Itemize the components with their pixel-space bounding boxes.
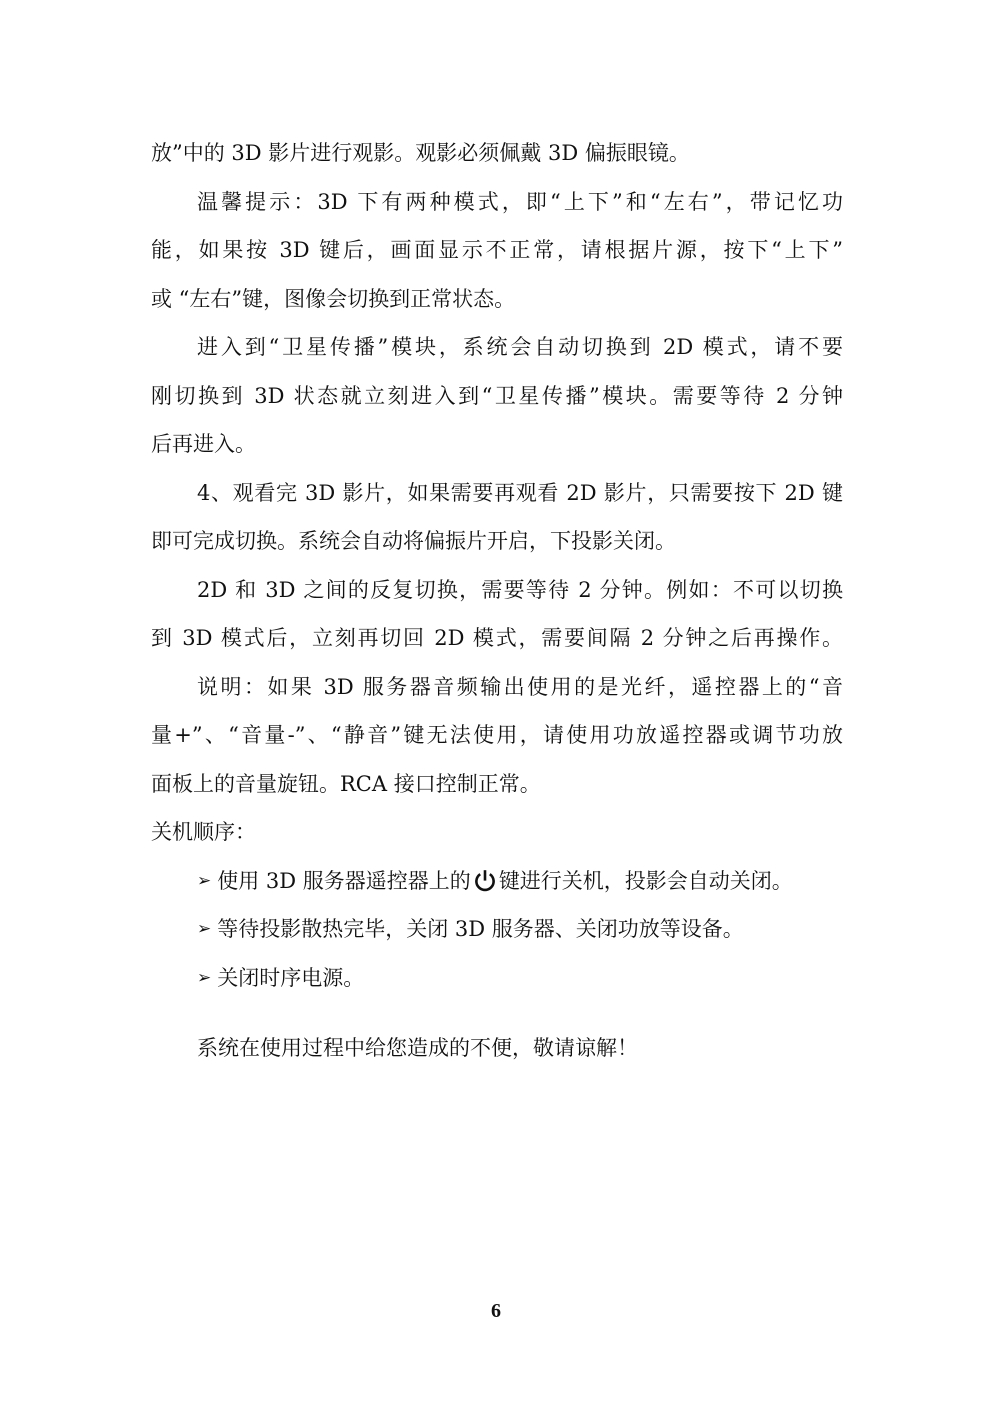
note-line-1: 说明：如果 3D 服务器音频输出使用的是光纤，遥控器上的“音 xyxy=(197,674,843,699)
closing-apology: 系统在使用过程中给您造成的不便，敬请谅解！ xyxy=(197,1036,638,1060)
shutdown-step-1-text-before: 使用 3D 服务器遥控器上的 xyxy=(217,868,471,893)
spacer xyxy=(151,1002,843,1024)
page-content xyxy=(151,129,843,1073)
switching-line-2: 到 3D 模式后，立刻再切回 2D 模式，需要间隔 2 分钟之后再操作。 xyxy=(151,626,843,650)
shutdown-step-3-text: 关闭时序电源。 xyxy=(217,965,365,990)
tip-line-2: 能，如果按 3D 键后，画面显示不正常，请根据片源，按下“上下” xyxy=(151,238,843,262)
satellite-line-2: 刚切换到 3D 状态就立刻进入到“卫星传播”模块。需要等待 2 分钟 xyxy=(151,383,843,408)
step4-line-1: 4、观看完 3D 影片，如果需要再观看 2D 影片，只需要按下 2D 键 xyxy=(197,480,843,505)
satellite-line-3: 后再进入。 xyxy=(151,432,256,456)
paragraph-3d-viewing-line-1: 放”中的 3D 影片进行观影。观影必须佩戴 3D 偏振眼镜。 xyxy=(151,141,690,165)
arrow-bullet-icon: ➢ xyxy=(197,967,212,988)
shutdown-step-2-text: 等待投影散热完毕，关闭 3D 服务器、关闭功放等设备。 xyxy=(217,917,744,941)
tip-line-3: 或 “左右”键，图像会切换到正常状态。 xyxy=(151,286,516,311)
shutdown-step-2 xyxy=(151,905,843,954)
note-line-2: 量+”、“音量-”、“静音”键无法使用，请使用功放遥控器或调节功放 xyxy=(151,723,843,747)
power-icon xyxy=(472,868,498,894)
tip-line-1: 温馨提示：3D 下有两种模式，即“上下”和“左右”，带记忆功 xyxy=(197,189,843,214)
shutdown-step-3 xyxy=(151,954,843,1003)
shutdown-heading: 关机顺序： xyxy=(151,820,256,844)
arrow-bullet-icon: ➢ xyxy=(197,919,212,939)
arrow-bullet-icon: ➢ xyxy=(197,870,212,891)
note-line-3: 面板上的音量旋钮。RCA 接口控制正常。 xyxy=(151,771,541,796)
step4-line-2: 即可完成切换。系统会自动将偏振片开启，下投影关闭。 xyxy=(151,529,676,553)
shutdown-step-1 xyxy=(151,857,843,906)
page-number: 6 xyxy=(491,1300,501,1322)
shutdown-step-1-text-after: 键进行关机，投影会自动关闭。 xyxy=(498,868,793,893)
satellite-line-1: 进入到“卫星传播”模块，系统会自动切换到 2D 模式，请不要 xyxy=(197,335,843,359)
switching-line-1: 2D 和 3D 之间的反复切换，需要等待 2 分钟。例如：不可以切换 xyxy=(197,577,843,602)
